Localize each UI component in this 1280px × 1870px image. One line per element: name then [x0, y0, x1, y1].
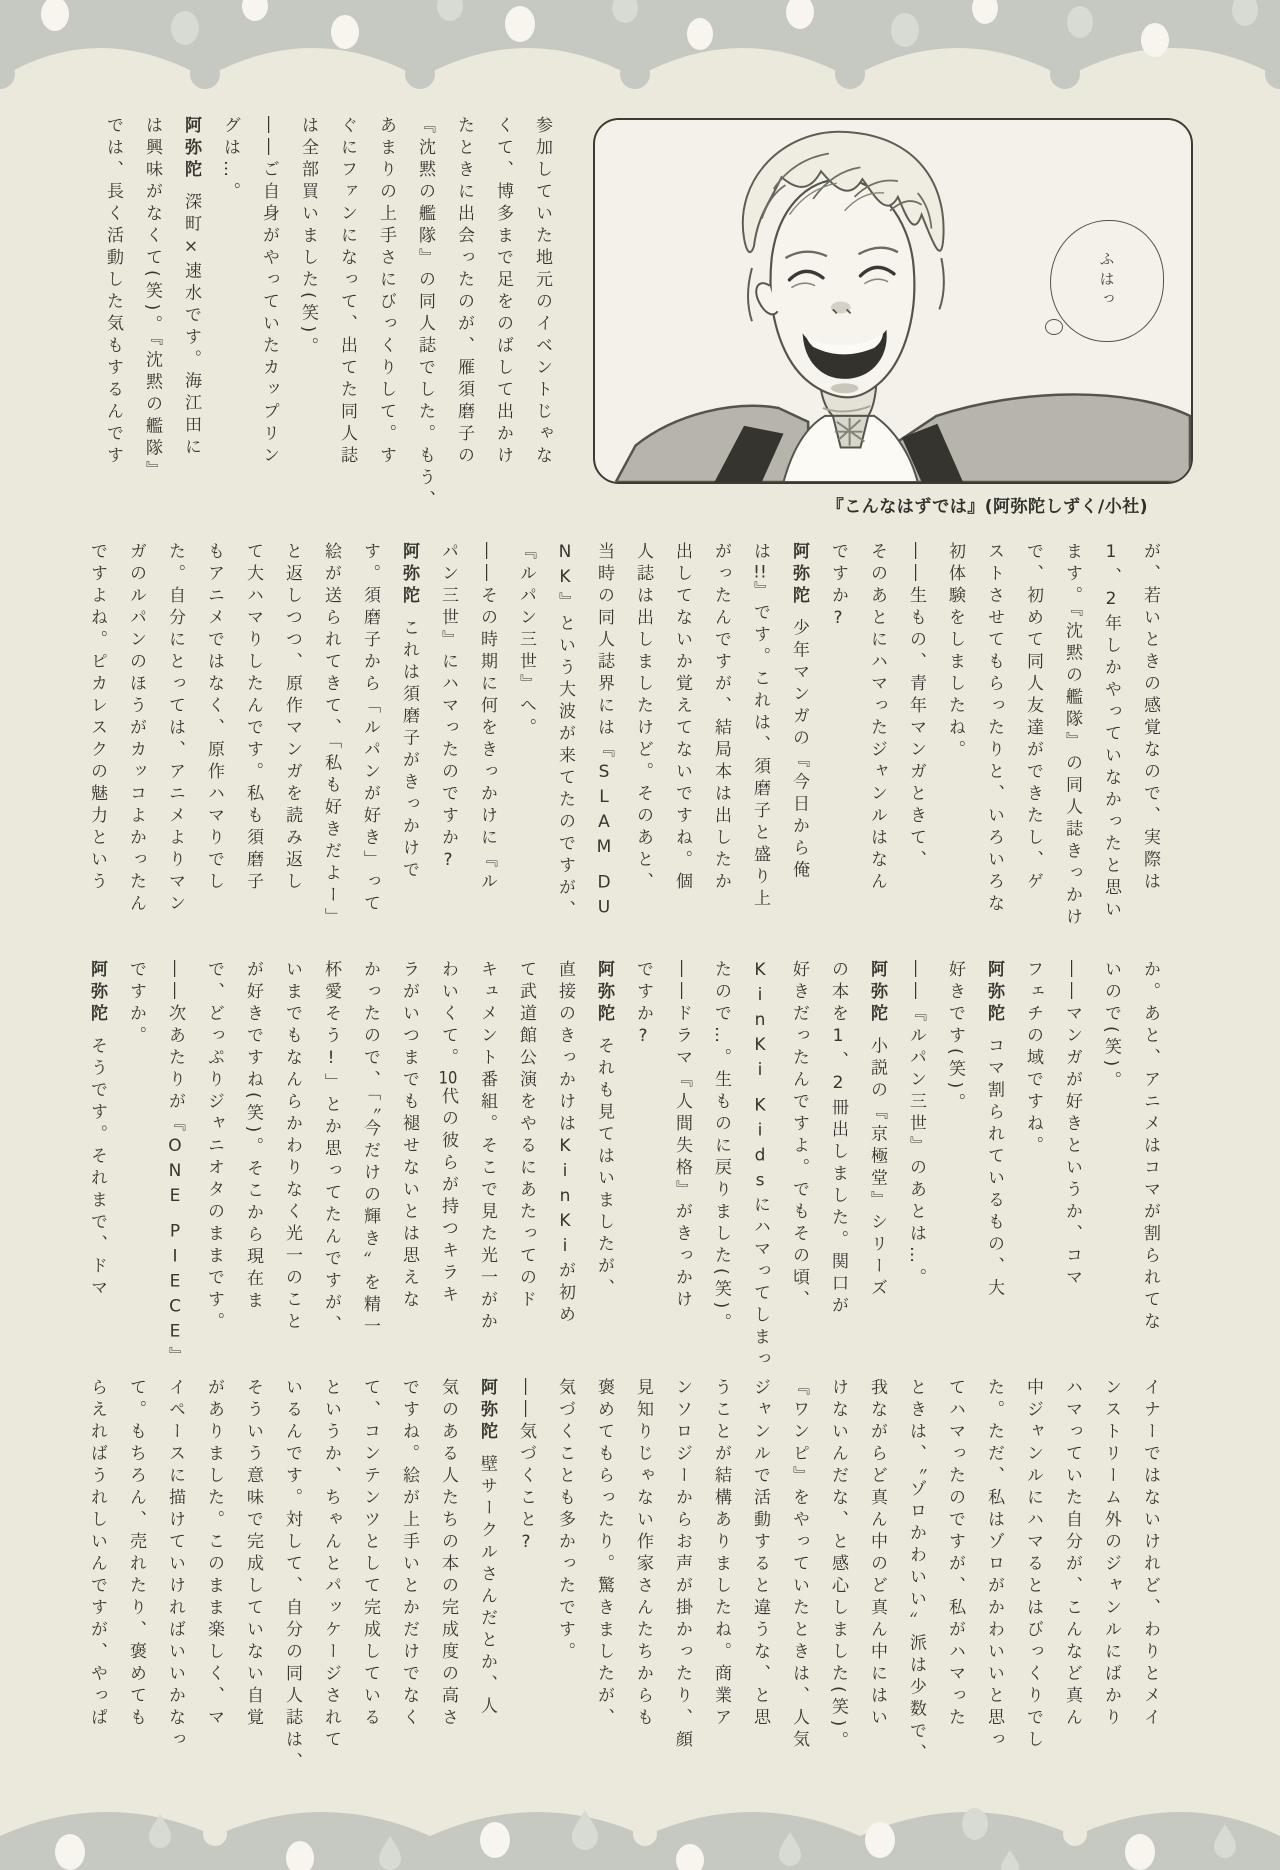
text-column: ですか?	[828, 542, 848, 633]
text-column: で、どっぷりジャニオタのままです。	[204, 960, 224, 1334]
polka-dot-pattern-top	[0, 0, 1280, 92]
text-column: NK』という大波が来てたのですが、	[555, 542, 575, 922]
text-column: ときは、〝ゾロかわいい〟派は少数で、	[906, 1378, 926, 1766]
text-column: 参加していた地元のイベントじゃな	[532, 116, 552, 468]
text-column: がったんですが、結局本は出したか	[711, 542, 731, 894]
text-column: そのあとにハマったジャンルはなん	[867, 542, 887, 894]
speaker-name: 阿弥陀	[594, 960, 614, 1026]
text-column: 杯愛そう!」とか思ってたんですが、	[321, 960, 341, 1337]
polka-dot-border-bottom	[0, 1780, 1280, 1870]
speech-bubble	[1050, 220, 1164, 342]
text-column: けないんだな、と感心しました(笑)。	[828, 1378, 848, 1754]
text-column: ――『ルパン三世』のあとは…。	[906, 960, 926, 1290]
text-column: た。自分にとっては、アニメよりマン	[165, 542, 185, 916]
text-column: 好きだったんですよ。でもその頃、	[789, 960, 809, 1312]
text-column: KinKi Kidsにハマってしまっ	[750, 960, 770, 1372]
polka-dot-border-top	[0, 0, 1280, 92]
upright-run: ?	[438, 850, 458, 875]
text-column: 気づくことも多かったです。	[555, 1378, 575, 1664]
text-column: たときに出会ったのが、雁須磨子の	[454, 116, 474, 468]
text-column: ――気づくこと?	[516, 1378, 536, 1557]
text-column: の本を1、2冊出しました。関口が	[828, 960, 848, 1318]
illustration-frame	[593, 118, 1193, 484]
upright-run: KinKi	[750, 960, 770, 1085]
upright-run: SLAM	[594, 762, 614, 862]
text-column: 絵が送られてきて、「私も好きだよー」	[321, 542, 341, 930]
text-column: 当時の同人誌界には『SLAM DU	[594, 542, 614, 923]
text-column: て武道館公演をやるにあたってのド	[516, 960, 536, 1312]
text-column: 『沈黙の艦隊』の同人誌でした。もう、	[415, 116, 435, 512]
interview-band-2	[77, 542, 1169, 930]
illustration-caption: 『こんなはずでは』(阿弥陀しずく/小社)	[826, 497, 1148, 517]
text-column: 出してないか覚えてないですね。個	[672, 542, 692, 894]
text-column: 気のある人たちの本の完成度の高さ	[438, 1378, 458, 1730]
text-column: そういう意味で完成していない自覚	[243, 1378, 263, 1730]
text-column: て、コンテンツとして完成している	[360, 1378, 380, 1730]
text-column: イナーではないけれど、わりとメイ	[1140, 1378, 1160, 1730]
text-column: 直接のきっかけはKinKiが初め	[555, 960, 575, 1327]
bubble-text: ふはっ	[1097, 251, 1116, 311]
text-column: て。もちろん、売れたり、褒めても	[126, 1378, 146, 1730]
text-column: で、初めて同人友達ができたし、ゲ	[1023, 542, 1043, 894]
text-column: は興味がなくて(笑)。『沈黙の艦隊』	[142, 116, 162, 483]
text-column: 阿弥陀 小説の『京極堂』シリーズ	[867, 960, 887, 1301]
text-column: ストさせてもらったりと、いろいろな	[984, 542, 1004, 916]
text-column: 見知りじゃない作家さんたちからも	[633, 1378, 653, 1730]
text-column: たので…。生ものに戻りました(笑)。	[711, 960, 731, 1336]
text-column: と返しつつ、原作マンガを読み返し	[282, 542, 302, 894]
upright-run: Kids	[750, 1095, 770, 1196]
speaker-name: 阿弥陀	[477, 1378, 497, 1444]
text-column: 褒めてもらったり。驚きましたが、	[594, 1378, 614, 1730]
upright-run: DU	[594, 872, 614, 923]
text-column: ――マンガが好きというか、コマ	[1062, 960, 1082, 1290]
text-column: パン三世』にハマったのですか?	[438, 542, 458, 875]
text-column: は全部買いました(笑)。	[298, 116, 318, 360]
polka-dot-pattern-bottom	[0, 1780, 1280, 1870]
text-column: ぐにファンになって、出てた同人誌	[337, 116, 357, 468]
upright-run: !	[321, 1048, 341, 1073]
text-column: 1、2年しかやっていなかったと思い	[1101, 542, 1121, 922]
text-column: もアニメではなく、原作ハマりでし	[204, 542, 224, 894]
text-column: ガのルパンのほうがカッコよかったん	[126, 542, 146, 916]
text-column: くて、博多まで足をのばして出かけ	[493, 116, 513, 468]
speaker-name: 阿弥陀	[181, 116, 201, 182]
text-column: ンソロジーからお声が掛かったり、顔	[672, 1378, 692, 1752]
text-column: ハマっていた自分が、こんなど真ん	[1062, 1378, 1082, 1730]
text-column: ですか。	[126, 960, 146, 1048]
text-column: ラがいつまでも褪せないとは思えな	[399, 960, 419, 1312]
text-column: ジャンルで活動すると違うな、と思	[750, 1378, 770, 1730]
text-column: てハマったのですが、私がハマった	[945, 1378, 965, 1730]
text-column: わいくて。10代の彼らが持つキラキ	[438, 960, 458, 1307]
text-column: ですね。絵が上手いとかだけでなく	[399, 1378, 419, 1730]
upright-run: PIECE	[165, 1221, 185, 1347]
text-column: て大ハマりしたんです。私も須磨子	[243, 542, 263, 894]
text-column: 初体験をしましたね。	[945, 542, 965, 762]
text-column: ――生もの、青年マンガときて、	[906, 542, 926, 872]
text-column: がありました。このまま楽しく、マ	[204, 1378, 224, 1730]
upright-run: 2	[1101, 589, 1121, 614]
interview-band-3	[77, 960, 1169, 1371]
text-column: 我ながらど真ん中のど真ん中にはい	[867, 1378, 887, 1730]
text-column: 阿弥陀 これは須磨子がきっかけで	[399, 542, 419, 883]
speaker-name: 阿弥陀	[789, 542, 809, 608]
text-column: ――その時期に何をきっかけに『ル	[477, 542, 497, 894]
text-column: 阿弥陀 少年マンガの『今日から俺	[789, 542, 809, 883]
text-column: ンストリーム外のジャンルにばかり	[1101, 1378, 1121, 1730]
text-column: す。須磨子から「ルパンが好き」って	[360, 542, 380, 916]
text-column: では、長く活動した気もするんです	[103, 116, 123, 468]
text-column: キュメント番組。そこで見た光一がか	[477, 960, 497, 1334]
text-column: いまでもなんらかわりなく光一のこと	[282, 960, 302, 1334]
speaker-name: 阿弥陀	[867, 960, 887, 1026]
speaker-name: 阿弥陀	[87, 960, 107, 1026]
text-column: ですよね。ピカレスクの魅力という	[87, 542, 107, 894]
upright-run: ONE	[165, 1136, 185, 1211]
text-column: が好きですね(笑)。そこから現在ま	[243, 960, 263, 1314]
upright-run: KinKi	[555, 1136, 575, 1261]
text-column: というか、ちゃんとパッケージされて	[321, 1378, 341, 1752]
upright-run: ?	[633, 1026, 653, 1051]
upright-run: 1	[828, 1026, 848, 1051]
text-column: あまりの上手さにびっくりして。す	[376, 116, 396, 468]
upright-run: NK	[555, 542, 575, 592]
text-column: らえればうれしいんですが、やっぱ	[87, 1378, 107, 1730]
text-column: イペースに描けていければいいかなっ	[165, 1378, 185, 1752]
text-column: 阿弥陀 それも見てはいましたが、	[594, 960, 614, 1301]
text-column: 『ルパン三世』へ。	[516, 542, 536, 740]
interview-band-1	[93, 116, 561, 512]
text-column: 人誌は出しましたけど。そのあと、	[633, 542, 653, 894]
text-column: いるんです。対して、自分の同人誌は、	[282, 1378, 302, 1774]
text-column: か。あと、アニメはコマが割られてな	[1140, 960, 1160, 1334]
text-column: ――ご自身がやっていたカップリン	[259, 116, 279, 468]
text-column: いので(笑)。	[1101, 960, 1121, 1094]
text-column: うことが結構ありましたね。商業ア	[711, 1378, 731, 1730]
text-column: 阿弥陀 そうです。それまで、ドマ	[87, 960, 107, 1301]
upright-run: 1	[1101, 542, 1121, 567]
upright-run: !!	[753, 564, 767, 581]
text-column: ――次あたりが『ONE PIECE』	[165, 960, 185, 1369]
text-column: ――ドラマ『人間失格』がきっかけ	[672, 960, 692, 1312]
text-column: 中ジャンルにハマるとはびっくりでし	[1023, 1378, 1043, 1752]
interview-band-4	[77, 1378, 1169, 1774]
text-column: 『ワンピ』をやっていたときは、人気	[789, 1378, 809, 1752]
speaker-name: 阿弥陀	[399, 542, 419, 608]
text-column: た。ただ、私はゾロがかわいいと思っ	[984, 1378, 1004, 1752]
text-column: グは…。	[220, 116, 240, 204]
speaker-name: 阿弥陀	[984, 960, 1004, 1026]
text-column: が、若いときの感覚なので、実際は	[1140, 542, 1160, 894]
upright-run: 2	[828, 1073, 848, 1098]
upright-run: ?	[516, 1532, 536, 1557]
text-column: かったので、「〝今だけの輝き〟を精一	[360, 960, 380, 1339]
upright-run: ?	[828, 608, 848, 633]
text-column: ですか?	[633, 960, 653, 1051]
text-column: 阿弥陀 深町×速水です。海江田に	[181, 116, 201, 460]
text-column: ます。『沈黙の艦隊』の同人誌きっかけ	[1062, 542, 1082, 930]
text-column: 好きです(笑)。	[945, 960, 965, 1116]
text-column: は!!』です。これは、須磨子と盛り上	[750, 542, 770, 911]
text-column: 阿弥陀 コマ割られているもの、大	[984, 960, 1004, 1301]
text-column: 阿弥陀 壁サークルさんだとか、人	[477, 1378, 497, 1719]
upright-run: 10	[438, 1070, 458, 1087]
text-column: フェチの域ですね。	[1023, 960, 1043, 1158]
